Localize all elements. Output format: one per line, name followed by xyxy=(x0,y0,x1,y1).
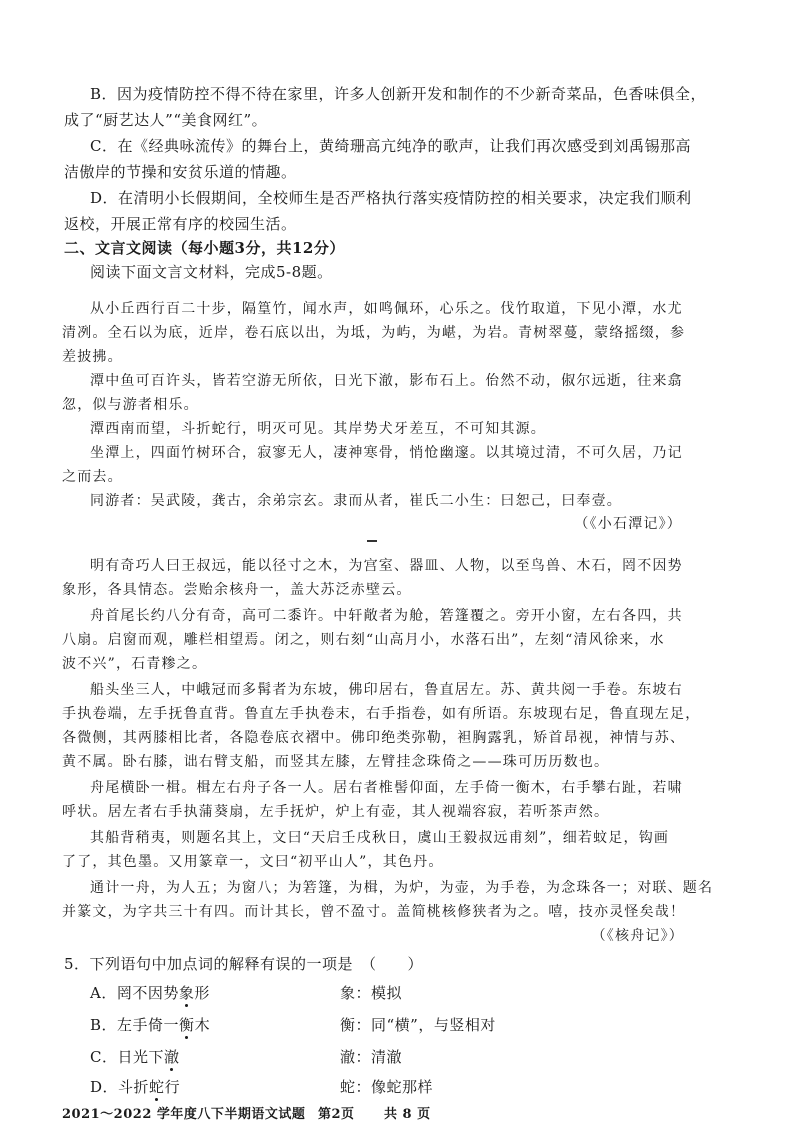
footer-page-number: 第2页 xyxy=(318,1107,355,1122)
question5-option-a[interactable]: A．罔不因势象形 xyxy=(90,984,210,1002)
passage1-line: 差披拂。 xyxy=(62,349,123,365)
passage2-line: 船头坐三人，中峨冠而多髯者为东坡，佛印居右，鲁直居左。苏、黄共阅一手卷。东坡右 xyxy=(90,682,683,698)
section-heading: 二、文言文阅读（每小题3分，共12分） xyxy=(64,239,345,257)
option-b-line1: B．因为疫情防控不得不待在家里，许多人创新开发和制作的不少新奇菜品，色香味俱全， xyxy=(90,85,707,103)
passage2-line: 各微侧，其两膝相比者，各隐卷底衣褶中。佛印绝类弥勒，袒胸露乳，矫首昂视，神情与苏、 xyxy=(62,730,686,746)
passage2-source: （《核舟记》） xyxy=(591,928,684,944)
question5-option-c[interactable]: C．日光下澈 xyxy=(90,1048,180,1066)
passage2-line: 其船背稍夷，则题名其上，文曰“天启壬戌秋日，虞山王毅叔远甫刻”，细若蚊足，钩画 xyxy=(90,830,670,846)
passage1-line: 之而去。 xyxy=(62,469,123,485)
passage1-line: 潭西南而望，斗折蛇行，明灭可见。其岸势犬牙差互，不可知其源。 xyxy=(90,421,546,437)
passage2-line: 黄不属。卧右膝，诎右臂支船，而竖其左膝，左臂挂念珠倚之——珠可历历数也。 xyxy=(62,754,610,770)
passage1-line: 清冽。全石以为底，近岸，卷石底以出，为坻，为屿，为嵁，为岩。青树翠蔓，蒙络摇缀，参 xyxy=(62,325,686,341)
question5-option-b[interactable]: B．左手倚一衡木 xyxy=(90,1016,211,1034)
option-d-line1: D．在清明小长假期间，全校师生是否严格执行落实疫情防控的相关要求，决定我们顺利 xyxy=(90,189,692,207)
passage2-line: 手执卷端，左手抚鲁直背。鲁直左手执卷末，右手指卷，如有所语。东坡现右足，鲁直现左足， xyxy=(62,706,701,722)
question5-option-c-explain: 澈：清澈 xyxy=(340,1048,403,1066)
question5-option-b-explain: 衡：同“横”，与竖相对 xyxy=(340,1016,496,1034)
section-instruction: 阅读下面文言文材料，完成5-8题。 xyxy=(90,263,333,281)
passage2-line: 舟尾横卧一楫。楫左右舟子各一人。居右者椎髻仰面，左手倚一衡木，右手攀右趾，若啸 xyxy=(90,780,683,796)
passage2-line: 并篆文，为字共三十有四。而计其长，曾不盈寸。盖简桃核修狭者为之。嘻，技亦灵怪矣哉！ xyxy=(62,904,686,920)
passage2-line: 明有奇巧人曰王叔远，能以径寸之木，为宫室、器皿、人物，以至鸟兽、木石，罔不因势 xyxy=(90,558,683,574)
question5-option-d-explain: 蛇：像蛇那样 xyxy=(340,1078,434,1096)
question5-option-d[interactable]: D．斗折蛇行 xyxy=(90,1078,181,1096)
option-d-line2: 返校，开展正常有序的校园生活。 xyxy=(64,215,297,233)
passage2-line: 波不兴”，石青糁之。 xyxy=(62,656,208,672)
footer-exam-title: 2021～2022 学年度八下半期语文试题 xyxy=(62,1107,306,1122)
passage1-line: 忽，似与游者相乐。 xyxy=(62,397,199,413)
dotted-word: 蛇 xyxy=(149,1078,165,1096)
passage2-line: 通计一舟，为人五；为窗八；为箬篷，为楫，为炉，为壶，为手卷，为念珠各一；对联、题名 xyxy=(90,880,714,896)
passage2-line: 象形，各具情态。尝贻余核舟一，盖大苏泛赤壁云。 xyxy=(62,582,412,598)
option-c-line1: C．在《经典咏流传》的舞台上，黄绮珊高亢纯净的歌声，让我们再次感受到刘禹锡那高 xyxy=(90,137,691,155)
passage1-line: 同游者：吴武陵，龚古，余弟宗玄。隶而从者，崔氏二小生：曰恕己，曰奉壹。 xyxy=(90,493,622,509)
dotted-word: 衡 xyxy=(179,1016,195,1034)
passage1-line: 坐潭上，四面竹树环合，寂寥无人，凄神寒骨，悄怆幽邃。以其境过清，不可久居，乃记 xyxy=(90,445,683,461)
passage2-line: 呼状。居左者右手执蒲葵扇，左手抚炉，炉上有壶，其人视端容寂，若听茶声然。 xyxy=(62,804,610,820)
option-b-line2: 成了“厨艺达人”“美食网红”。 xyxy=(64,111,268,129)
dotted-word: 澈 xyxy=(164,1048,180,1066)
passage2-line: 八扇。启窗而观，雕栏相望焉。闭之，则右刻“山高月小，水落石出”，左刻“清风徐来，水 xyxy=(62,632,665,648)
passage1-source: （《小石潭记》） xyxy=(574,516,682,532)
passage1-line: 从小丘西行百二十步，隔篁竹，闻水声，如鸣佩环，心乐之。伐竹取道，下见小潭，水尤 xyxy=(90,301,683,317)
passage2-line: 了了，其色墨。又用篆章一，文曰“初平山人”，其色丹。 xyxy=(62,854,444,870)
dotted-word: 象 xyxy=(178,984,195,1002)
question5-option-a-explain: 象：模拟 xyxy=(340,984,403,1002)
passage-separator xyxy=(367,540,377,542)
question5-stem: 5．下列语句中加点词的解释有误的一项是 （ ） xyxy=(64,955,424,973)
passage2-line: 舟首尾长约八分有奇，高可二黍许。中轩敞者为舱，箬篷覆之。旁开小窗，左右各四，共 xyxy=(90,608,683,624)
passage1-line: 潭中鱼可百许头，皆若空游无所依，日光下澈，影布石上。佁然不动，俶尔远逝，往来翕 xyxy=(90,373,683,389)
footer-page-total: 共 8 页 xyxy=(384,1107,431,1122)
option-c-line2: 洁傲岸的节操和安贫乐道的情趣。 xyxy=(64,163,297,181)
